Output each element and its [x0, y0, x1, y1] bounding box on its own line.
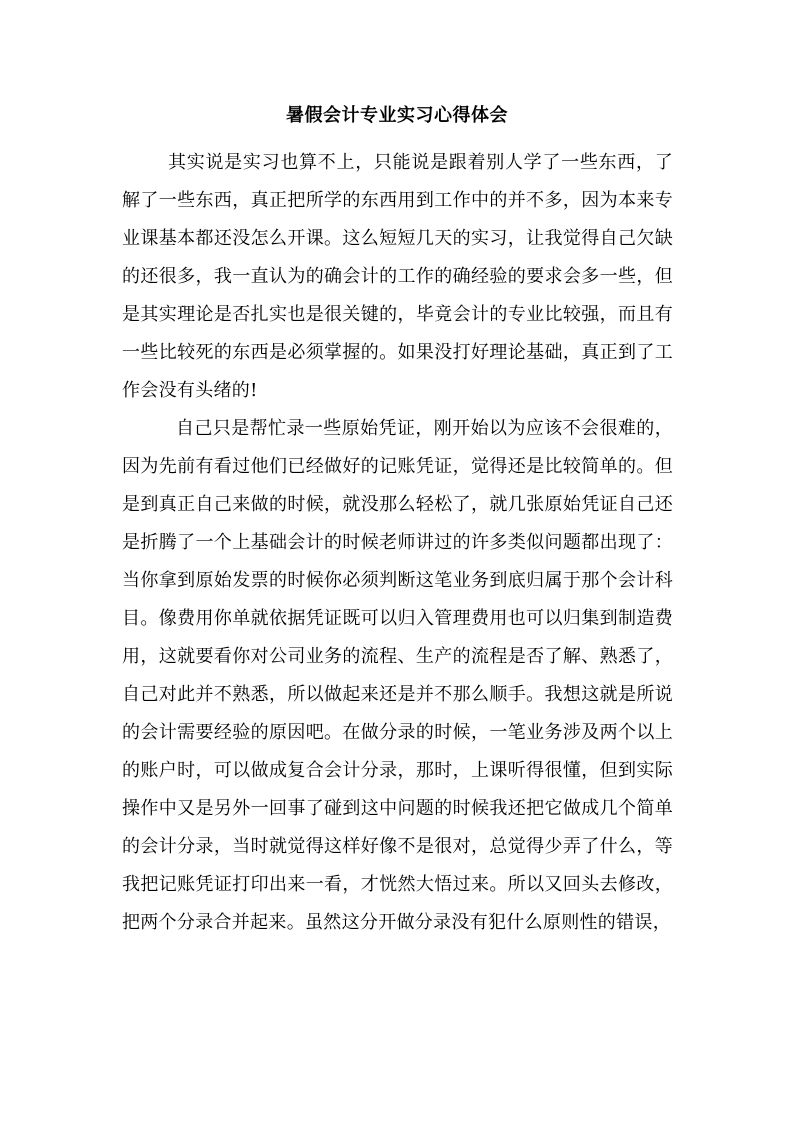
paragraph-2: 自己只是帮忙录一些原始凭证，刚开始以为应该不会很难的，因为先前有看过他们已经做好的记账凭证，觉得还是比较简单的。但是到真正自己来做的时候，就没那么轻松了，就几张原始凭证自己还是折腾了一个上基础会计的时候老师讲过的许多类似问题都出现了：当你拿到原始发票的时候你必须判断这笔业务到底归属于那个会计科目。像费用你单就依据凭证既可以归入管理费用也可以归集到制造费用，这就要看你对公司业务的流程、生产的流程是否了解、熟悉了，自己对此并不熟悉，所以做起来还是并不那么顺手。我想这就是所说的会计需要经验的原因吧。在做分录的时候，一笔业务涉及两个以上的账户时，可以做成复合会计分录，那时，上课听得很懂，但到实际操作中又是另外一回事了碰到这中问题的时候我还把它做成几个简单的会计分录，当时就觉得这样好像不是很对，总觉得少弄了什么，等我把记账凭证打印出来一看，才恍然大悟过来。所以又回头去修改，把两个分录合并起来。虽然这分开做分录没有犯什么原则性的错误， — [122, 418, 673, 933]
document-title: 暑假会计专业实习心得体会 — [286, 105, 508, 126]
paragraph-1: 其实说是实习也算不上，只能说是跟着别人学了一些东西，了解了一些东西，真正把所学的东西用到工作中的并不多，因为本来专业课基本都还没怎么开课。这么短短几天的实习，让我觉得自己欠缺的还很多，我一直认为的确会计的工作的确经验的要求会多一些，但是其实理论是否扎实也是很关键的，毕竟会计的专业比较强，而且有一些比较死的东西是必须掌握的。如果没打好理论基础，真正到了工作会没有头绪的! — [122, 152, 673, 401]
document-body — [122, 144, 673, 942]
